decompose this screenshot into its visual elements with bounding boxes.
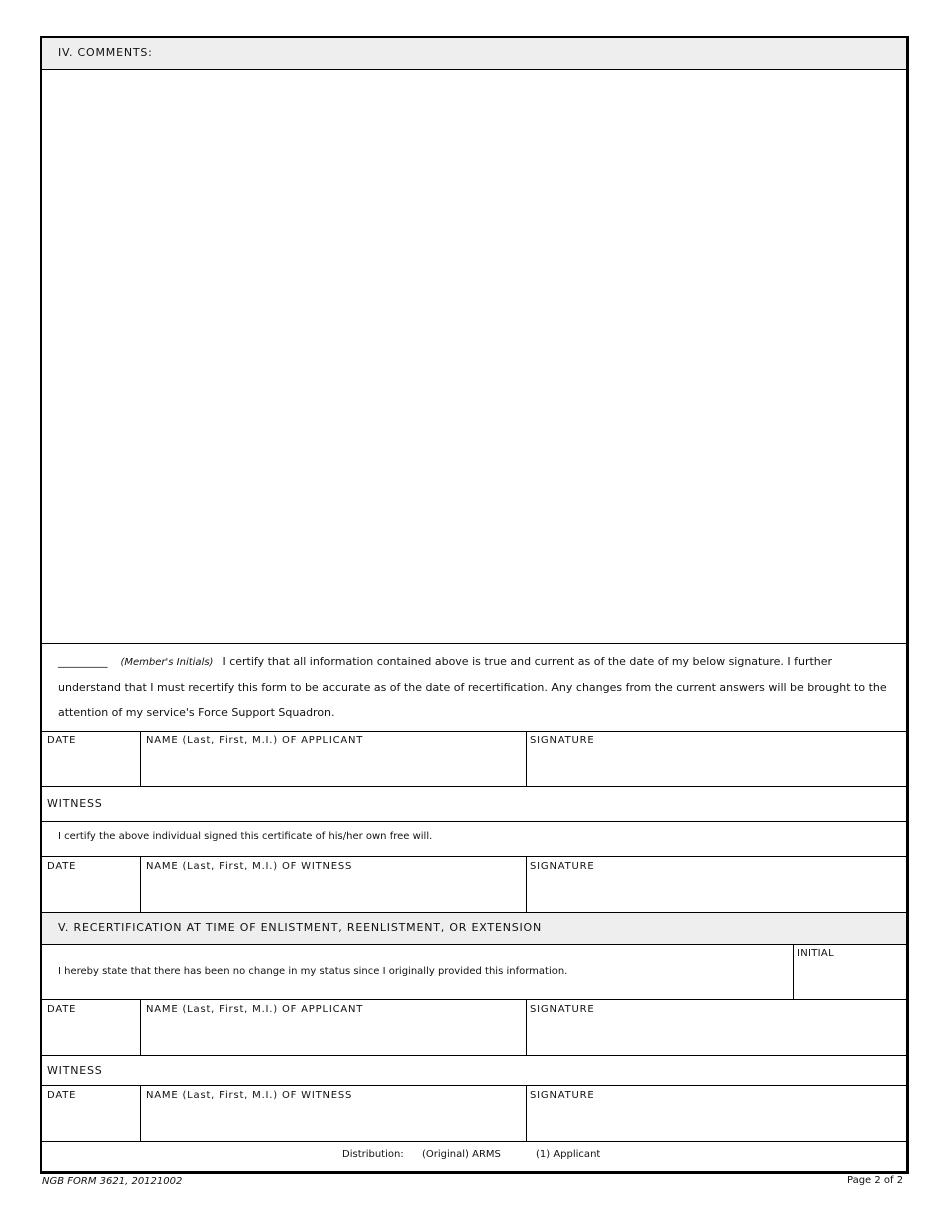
page-number: Page 2 of 2 bbox=[847, 1175, 904, 1186]
iv-witness-statement: I certify the above individual signed this certificate of his/her own free will. bbox=[58, 831, 433, 842]
v-witness-name-field[interactable] bbox=[144, 1105, 522, 1137]
v-witness-label: WITNESS bbox=[47, 1064, 103, 1077]
iv-witness-date-label: DATE bbox=[47, 861, 77, 872]
v-initial-label: INITIAL bbox=[797, 948, 834, 959]
v-witness-date-label: DATE bbox=[47, 1090, 77, 1101]
iv-applicant-name-field[interactable] bbox=[144, 750, 522, 782]
iv-witness-name-label: NAME (Last, First, M.I.) OF WITNESS bbox=[146, 861, 353, 872]
comments-textarea[interactable] bbox=[44, 72, 902, 640]
distribution-label: Distribution: bbox=[342, 1149, 404, 1160]
v-statement: I hereby state that there has been no change in my status since I originally provided this information. bbox=[58, 966, 568, 977]
form-id: NGB FORM 3621, 20121002 bbox=[42, 1176, 183, 1187]
section-iv-title: IV. COMMENTS: bbox=[58, 46, 153, 59]
v-applicant-signature-label: SIGNATURE bbox=[530, 1004, 595, 1015]
v-witness-signature-field[interactable] bbox=[529, 1105, 903, 1137]
distribution-original: (Original) ARMS bbox=[422, 1149, 501, 1160]
v-applicant-signature-field[interactable] bbox=[529, 1019, 903, 1051]
iv-witness-label: WITNESS bbox=[47, 797, 103, 810]
iv-applicant-date-label: DATE bbox=[47, 735, 77, 746]
v-applicant-date-field[interactable] bbox=[45, 1019, 137, 1051]
section-v-title: V. RECERTIFICATION AT TIME OF ENLISTMENT, REENLISTMENT, OR EXTENSION bbox=[58, 921, 543, 934]
iv-applicant-name-label: NAME (Last, First, M.I.) OF APPLICANT bbox=[146, 735, 364, 746]
iv-applicant-date-field[interactable] bbox=[45, 750, 137, 782]
initials-label: (Member's Initials) bbox=[120, 657, 214, 668]
iv-applicant-signature-label: SIGNATURE bbox=[530, 735, 595, 746]
certification-paragraph bbox=[58, 649, 888, 725]
distribution-copy: (1) Applicant bbox=[536, 1149, 601, 1160]
v-applicant-date-label: DATE bbox=[47, 1004, 77, 1015]
v-applicant-name-field[interactable] bbox=[144, 1019, 522, 1051]
v-initial-field[interactable] bbox=[796, 964, 902, 996]
v-witness-name-label: NAME (Last, First, M.I.) OF WITNESS bbox=[146, 1090, 353, 1101]
iv-witness-signature-label: SIGNATURE bbox=[530, 861, 595, 872]
v-witness-date-field[interactable] bbox=[45, 1105, 137, 1137]
iv-witness-date-field[interactable] bbox=[45, 876, 137, 908]
v-applicant-name-label: NAME (Last, First, M.I.) OF APPLICANT bbox=[146, 1004, 364, 1015]
section-v-header bbox=[42, 913, 906, 944]
initials-blank[interactable]: _________ bbox=[58, 655, 108, 668]
iv-applicant-signature-field[interactable] bbox=[529, 750, 903, 782]
section-iv-header bbox=[42, 38, 906, 69]
certification-text: I certify that all information contained above is true and current as of the date of my below signature. I further understand that I must recertify this form to be accurate as of the date of recertification. Any changes from the current answers will be brought to the attention of my service's Force Support Squadron. bbox=[58, 655, 887, 719]
iv-witness-signature-field[interactable] bbox=[529, 876, 903, 908]
form-page bbox=[40, 36, 909, 1174]
v-witness-signature-label: SIGNATURE bbox=[530, 1090, 595, 1101]
iv-witness-name-field[interactable] bbox=[144, 876, 522, 908]
